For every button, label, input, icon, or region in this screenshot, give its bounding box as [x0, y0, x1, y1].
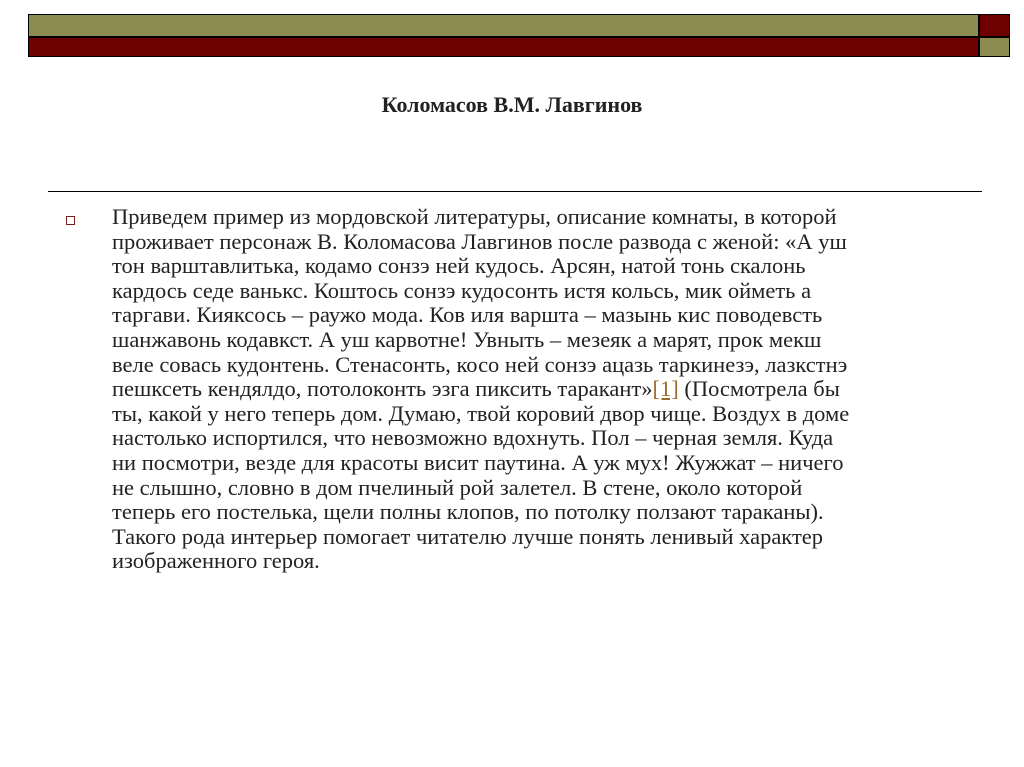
hollow-square-bullet-icon: [66, 216, 75, 225]
body-line: Такого рода интерьер помогает читателю лучше понять ленивый характер: [112, 523, 824, 549]
body-line: изображенного героя.: [112, 548, 320, 574]
body-line: не слышно, словно в дом пчелиный рой залетел. В стене, около которой: [112, 474, 803, 500]
body-line: таргави. Кияксось – раужо мода. Ков иля варшта – мазынь кис поводевсть: [112, 302, 823, 328]
title-divider: [48, 191, 982, 192]
body-line: настолько испортился, что невозможно вдохнуть. Пол – черная земля. Куда: [112, 425, 834, 451]
body-line: шанжавонь кодавкст. А уш карвотне! Увныть – мезеяк а марят, прок мекш: [112, 326, 822, 352]
header-corner-olive: [979, 37, 1010, 57]
footnote-link[interactable]: [1]: [652, 376, 679, 402]
slide-title: Коломасов В.М. Лавгинов: [381, 92, 643, 117]
body-line-text: пешксеть кендялдо, потолоконть эзга пиксить таракант»: [112, 376, 653, 402]
body-line: тон варштавлитька, кодамо сонзэ ней кудось. Арсян, натой тонь скалонь: [112, 253, 806, 279]
body-line: ты, какой у него теперь дом. Думаю, твой коровий двор чище. Воздух в доме: [112, 400, 850, 426]
body-paragraph: [112, 205, 962, 574]
header-corner-maroon: [979, 14, 1010, 37]
body-line: Приведем пример из мордовской литературы, описание комнаты, в которой: [112, 204, 837, 229]
header-band-maroon: [28, 37, 979, 57]
body-line: веле совась кудонтень. Стенасонть, косо ней сонзэ ацазь таркинезэ, лазкстнэ: [112, 351, 848, 377]
body-line: кардось седе ванькс. Коштось сонзэ кудосонть истя кольсь, мик ойметь а: [112, 277, 812, 303]
body-line: ни посмотри, везде для красоты висит паутина. А уж мух! Жужжат – ничего: [112, 449, 844, 475]
body-line-with-footnote: [112, 377, 962, 402]
body-line: проживает персонаж В. Коломасова Лавгинов после развода с женой: «А уш: [112, 228, 847, 254]
body-line-continuation: (Посмотрела бы: [678, 376, 840, 402]
header-band-olive: [28, 14, 979, 37]
body-line: теперь его постелька, щели полны клопов, по потолку ползают тараканы).: [112, 499, 824, 525]
